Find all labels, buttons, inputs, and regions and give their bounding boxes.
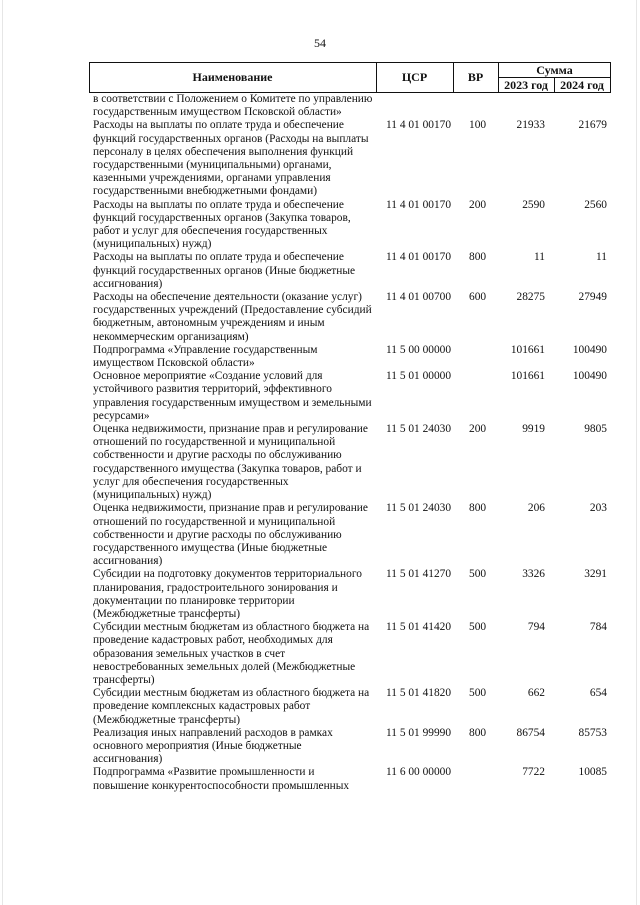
table-row [93, 344, 613, 370]
row-sum-2023: 101661 [510, 370, 545, 383]
row-sum-2024: 2560 [584, 198, 607, 211]
row-name: Оценка недвижимости, признание прав и регулирование отношений по государственной и муниципальной собственности и другие расходы по обслуживанию государственного имущества (Закупка товаров, работ и услуг для обеспечения государственных (муниципальных) нужд) [93, 423, 368, 502]
row-name: Основное мероприятие «Создание условий для устойчивого развития территорий, эффективного управления государственным имуществом и земельными ресурсами» [93, 370, 372, 422]
table-row [93, 568, 613, 621]
row-csr: 11 5 01 41820 [386, 687, 452, 700]
row-name: Оценка недвижимости, признание прав и регулирование отношений по государственной и муниципальной собственности и другие расходы по обслуживанию государственного имущества (Иные бюджетные ассигнования) [93, 502, 368, 568]
row-vr: 500 [469, 621, 487, 634]
table-row [93, 423, 613, 502]
row-name: в соответствии с Положением о Комитете по управлению государственным имуществом Псковской области» [93, 93, 373, 119]
row-name: Субсидии местным бюджетам из областного бюджета на проведение кадастровых работ, необходимых для образования земельных участков в счет невостребованных земельных долей (Межбюджетные трансферты) [93, 621, 370, 686]
table-row [93, 199, 613, 252]
table-row [93, 502, 613, 568]
row-csr: 11 5 01 24030 [386, 423, 452, 436]
row-sum-2023: 794 [527, 621, 545, 634]
row-csr: 11 5 01 99990 [386, 726, 452, 739]
row-vr: 200 [469, 423, 487, 436]
table-row [93, 119, 613, 198]
row-sum-2023: 2590 [522, 198, 545, 211]
row-name: Расходы на выплаты по оплате труда и обеспечение функций государственных органов (Иные бюджетные ассигнования) [93, 251, 356, 290]
row-vr: 800 [469, 251, 487, 264]
table-row [93, 93, 613, 119]
table-row [93, 766, 613, 792]
header-year-2023: 2023 год [504, 78, 548, 92]
row-vr: 600 [469, 291, 487, 304]
row-sum-2023: 11 [534, 251, 545, 264]
row-sum-2023: 9919 [522, 423, 545, 436]
row-name: Подпрограмма «Развитие промышленности и повышение конкурентоспособности промышленных [93, 766, 350, 792]
table-row [93, 251, 613, 291]
table-row [93, 727, 613, 767]
row-sum-2024: 100490 [572, 343, 607, 356]
row-csr: 11 5 01 00000 [386, 370, 452, 383]
row-name: Расходы на выплаты по оплате труда и обеспечение функций государственных органов (Расходы на выплаты персоналу в целях обеспечения выполнения функций государственными (муниципальными) органами, казенными учреждениями, органами управления государственными внебюджетными фондами) [93, 119, 369, 198]
row-sum-2024: 10085 [578, 766, 607, 779]
row-vr: 500 [469, 568, 487, 581]
row-csr: 11 4 01 00700 [386, 291, 452, 304]
table-header [89, 62, 611, 92]
row-sum-2023: 7722 [522, 766, 545, 779]
header-year-2024: 2024 год [560, 78, 604, 92]
row-sum-2024: 654 [589, 687, 607, 700]
table-row [93, 291, 613, 344]
row-sum-2024: 203 [589, 502, 607, 515]
row-sum-2024: 100490 [572, 370, 607, 383]
row-sum-2024: 11 [596, 251, 607, 264]
row-sum-2024: 3291 [584, 568, 607, 581]
row-vr: 200 [469, 198, 487, 211]
row-vr: 500 [469, 687, 487, 700]
row-sum-2023: 662 [527, 687, 545, 700]
row-csr: 11 5 01 24030 [386, 502, 452, 515]
row-csr: 11 4 01 00170 [386, 251, 452, 264]
row-sum-2024: 27949 [578, 291, 607, 304]
row-name: Реализация иных направлений расходов в рамках основного мероприятия (Иные бюджетные ассигнования) [93, 726, 333, 766]
row-name: Расходы на обеспечение деятельности (оказание услуг) государственных учреждений (Предоставление субсидий бюджетным, автономным учреждениям и иным некоммерческим организациям) [93, 291, 372, 343]
row-sum-2024: 85753 [578, 726, 607, 739]
table-row [93, 370, 613, 423]
row-sum-2023: 3326 [522, 568, 545, 581]
row-sum-2023: 206 [527, 502, 545, 515]
row-sum-2023: 86754 [516, 726, 545, 739]
row-csr: 11 4 01 00170 [386, 119, 452, 132]
row-csr: 11 5 01 41420 [386, 621, 452, 634]
row-sum-2023: 101661 [510, 343, 545, 356]
page-number: 54 [314, 36, 326, 50]
row-name: Субсидии местным бюджетам из областного бюджета на проведение комплексных кадастровых работ (Межбюджетные трансферты) [93, 687, 370, 726]
table-body [93, 93, 613, 793]
row-name: Субсидии на подготовку документов территориального планирования, градостроительного зонирования и документации по планировке территории (Межбюджетные трансферты) [93, 568, 362, 620]
row-name: Расходы на выплаты по оплате труда и обеспечение функций государственных органов (Закупка товаров, работ и услуг для обеспечения государственных (муниципальных) нужд) [93, 198, 351, 251]
header-vr: ВР [467, 70, 484, 84]
scan-edge-right [636, 0, 637, 905]
header-sum: Сумма [536, 63, 573, 77]
row-vr: 100 [469, 119, 487, 132]
table-row [93, 687, 613, 727]
header-name: Наименование [192, 70, 273, 84]
row-sum-2023: 28275 [516, 291, 545, 304]
row-sum-2024: 9805 [584, 423, 607, 436]
row-csr: 11 5 01 41270 [386, 568, 452, 581]
row-name: Подпрограмма «Управление государственным имуществом Псковской области» [93, 343, 318, 370]
row-csr: 11 6 00 00000 [386, 766, 452, 779]
row-vr: 800 [469, 726, 487, 739]
scan-edge-left [2, 0, 3, 905]
row-vr: 800 [469, 502, 487, 515]
row-sum-2024: 21679 [578, 119, 607, 132]
table-row [93, 621, 613, 687]
row-sum-2024: 784 [589, 621, 607, 634]
header-csr: ЦСР [401, 70, 428, 84]
row-csr: 11 4 01 00170 [386, 198, 452, 211]
row-csr: 11 5 00 00000 [386, 343, 452, 356]
row-sum-2023: 21933 [516, 119, 545, 132]
